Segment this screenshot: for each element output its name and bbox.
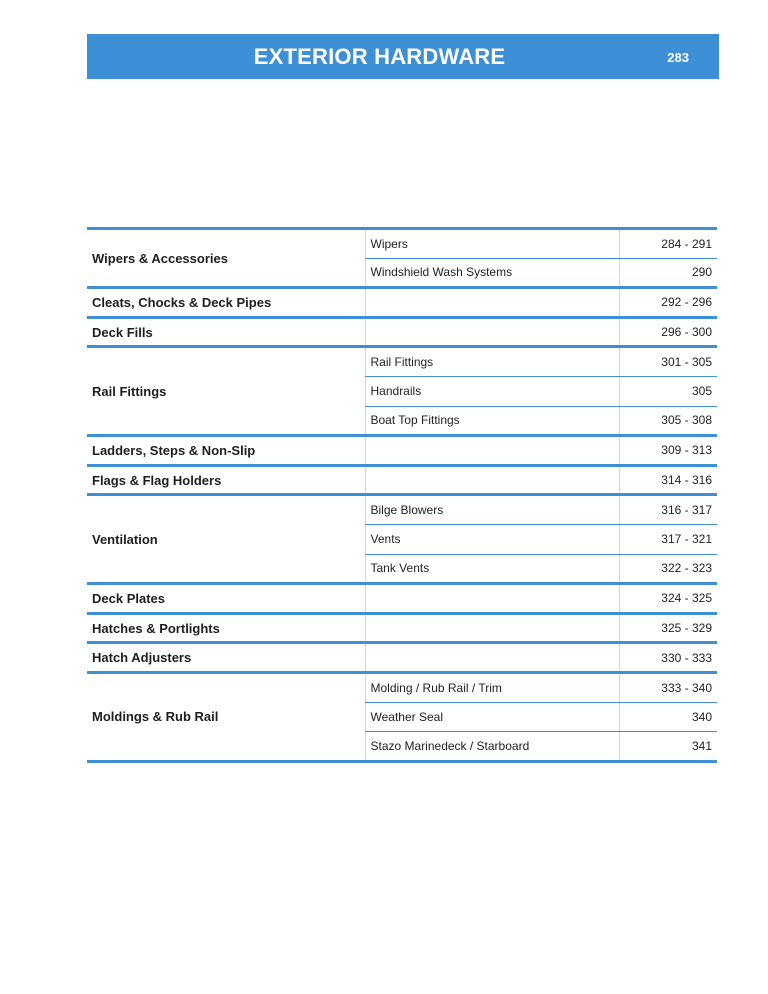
page-range: 292 - 296 — [619, 288, 717, 318]
table-row — [87, 584, 717, 614]
table-row — [87, 643, 717, 673]
subcategory-label: Stazo Marinedeck / Starboard — [365, 732, 619, 762]
page-range: 333 - 340 — [619, 672, 717, 702]
subcategory-label: Rail Fittings — [365, 347, 619, 377]
page-range: 322 - 323 — [619, 554, 717, 584]
table-row — [87, 436, 717, 466]
table-row — [87, 672, 717, 702]
page-number: 283 — [667, 50, 689, 65]
subcategory-label — [365, 643, 619, 673]
section-title: EXTERIOR HARDWARE — [253, 44, 506, 69]
subcategory-label — [365, 613, 619, 643]
table-row — [87, 495, 717, 525]
subcategory-label: Weather Seal — [365, 702, 619, 732]
subcategory-label: Molding / Rub Rail / Trim — [365, 672, 619, 702]
subcategory-label: Tank Vents — [365, 554, 619, 584]
category-label: Flags & Flag Holders — [87, 465, 365, 495]
category-label: Rail Fittings — [87, 347, 365, 436]
category-label: Ventilation — [87, 495, 365, 584]
subcategory-label: Windshield Wash Systems — [365, 258, 619, 288]
page-range: 330 - 333 — [619, 643, 717, 673]
category-label: Hatches & Portlights — [87, 613, 365, 643]
page-range: 284 - 291 — [619, 229, 717, 259]
page-range: 340 — [619, 702, 717, 732]
category-label: Wipers & Accessories — [87, 229, 365, 288]
subcategory-label — [365, 584, 619, 614]
table-row — [87, 288, 717, 318]
subcategory-label — [365, 317, 619, 347]
page-range: 296 - 300 — [619, 317, 717, 347]
table-row — [87, 613, 717, 643]
subcategory-label: Vents — [365, 524, 619, 554]
category-label: Deck Plates — [87, 584, 365, 614]
category-label: Cleats, Chocks & Deck Pipes — [87, 288, 365, 318]
page-range: 317 - 321 — [619, 524, 717, 554]
subcategory-label: Boat Top Fittings — [365, 406, 619, 436]
page-range: 301 - 305 — [619, 347, 717, 377]
page-range: 316 - 317 — [619, 495, 717, 525]
category-label: Deck Fills — [87, 317, 365, 347]
table-row — [87, 317, 717, 347]
subcategory-label: Wipers — [365, 229, 619, 259]
table-row — [87, 465, 717, 495]
contents-table — [87, 227, 717, 763]
section-header-banner — [87, 34, 719, 79]
subcategory-label: Bilge Blowers — [365, 495, 619, 525]
subcategory-label — [365, 288, 619, 318]
page-range: 324 - 325 — [619, 584, 717, 614]
page-range: 305 — [619, 376, 717, 406]
table-row — [87, 229, 717, 259]
category-label: Ladders, Steps & Non-Slip — [87, 436, 365, 466]
page-range: 341 — [619, 732, 717, 762]
subcategory-label — [365, 436, 619, 466]
subcategory-label: Handrails — [365, 376, 619, 406]
page-range: 314 - 316 — [619, 465, 717, 495]
page-range: 325 - 329 — [619, 613, 717, 643]
page-range: 309 - 313 — [619, 436, 717, 466]
category-label: Hatch Adjusters — [87, 643, 365, 673]
table-row — [87, 347, 717, 377]
page-range: 305 - 308 — [619, 406, 717, 436]
page-range: 290 — [619, 258, 717, 288]
subcategory-label — [365, 465, 619, 495]
category-label: Moldings & Rub Rail — [87, 672, 365, 761]
